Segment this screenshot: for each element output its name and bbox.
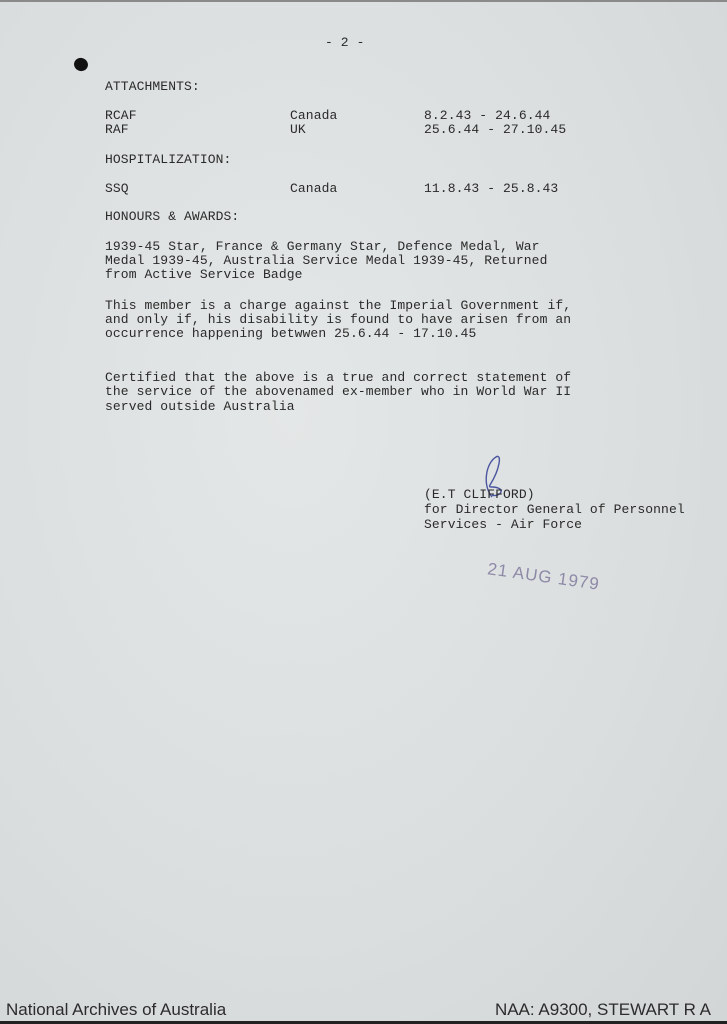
signatory-name: (E.T CLIFFORD) xyxy=(424,487,535,502)
archive-name: National Archives of Australia xyxy=(6,1000,227,1019)
certification-line: served outside Australia xyxy=(105,399,295,414)
honours-line: from Active Service Badge xyxy=(105,267,303,282)
date-stamp: 21 AUG 1979 xyxy=(486,559,601,594)
honours-line: 1939-45 Star, France & Germany Star, Defence Medal, War xyxy=(105,239,540,254)
hospitalization-heading: HOSPITALIZATION: xyxy=(105,152,232,167)
attachment-country: UK xyxy=(290,122,306,137)
attachments-heading: ATTACHMENTS: xyxy=(105,79,200,94)
attachment-unit: RCAF xyxy=(105,108,137,123)
page-number: - 2 - xyxy=(325,35,365,50)
honours-heading: HONOURS & AWARDS: xyxy=(105,209,240,224)
attachment-unit: RAF xyxy=(105,122,129,137)
archive-reference: NAA: A9300, STEWART R A xyxy=(494,1000,711,1019)
charge-statement-line: and only if, his disability is found to have arisen from an xyxy=(105,312,572,327)
certification-line: the service of the abovenamed ex-member who in World War II xyxy=(105,384,572,399)
attachment-period: 8.2.43 - 24.6.44 xyxy=(424,108,551,123)
hospitalization-unit: SSQ xyxy=(105,181,129,196)
charge-statement-line: occurrence happening betwwen 25.6.44 - 17.10.45 xyxy=(105,326,477,341)
archive-footer xyxy=(0,998,727,1022)
attachment-period: 25.6.44 - 27.10.45 xyxy=(424,122,567,137)
signatory-line: Services - Air Force xyxy=(424,517,583,532)
charge-statement-line: This member is a charge against the Imperial Government if, xyxy=(105,298,572,313)
certification-line: Certified that the above is a true and correct statement of xyxy=(105,370,572,385)
hospitalization-period: 11.8.43 - 25.8.43 xyxy=(424,181,559,196)
attachment-country: Canada xyxy=(290,108,338,123)
honours-line: Medal 1939-45, Australia Service Medal 1939-45, Returned xyxy=(105,253,548,268)
hospitalization-country: Canada xyxy=(290,181,338,196)
punch-hole-mark xyxy=(72,56,90,73)
signatory-line: for Director General of Personnel xyxy=(424,502,685,517)
